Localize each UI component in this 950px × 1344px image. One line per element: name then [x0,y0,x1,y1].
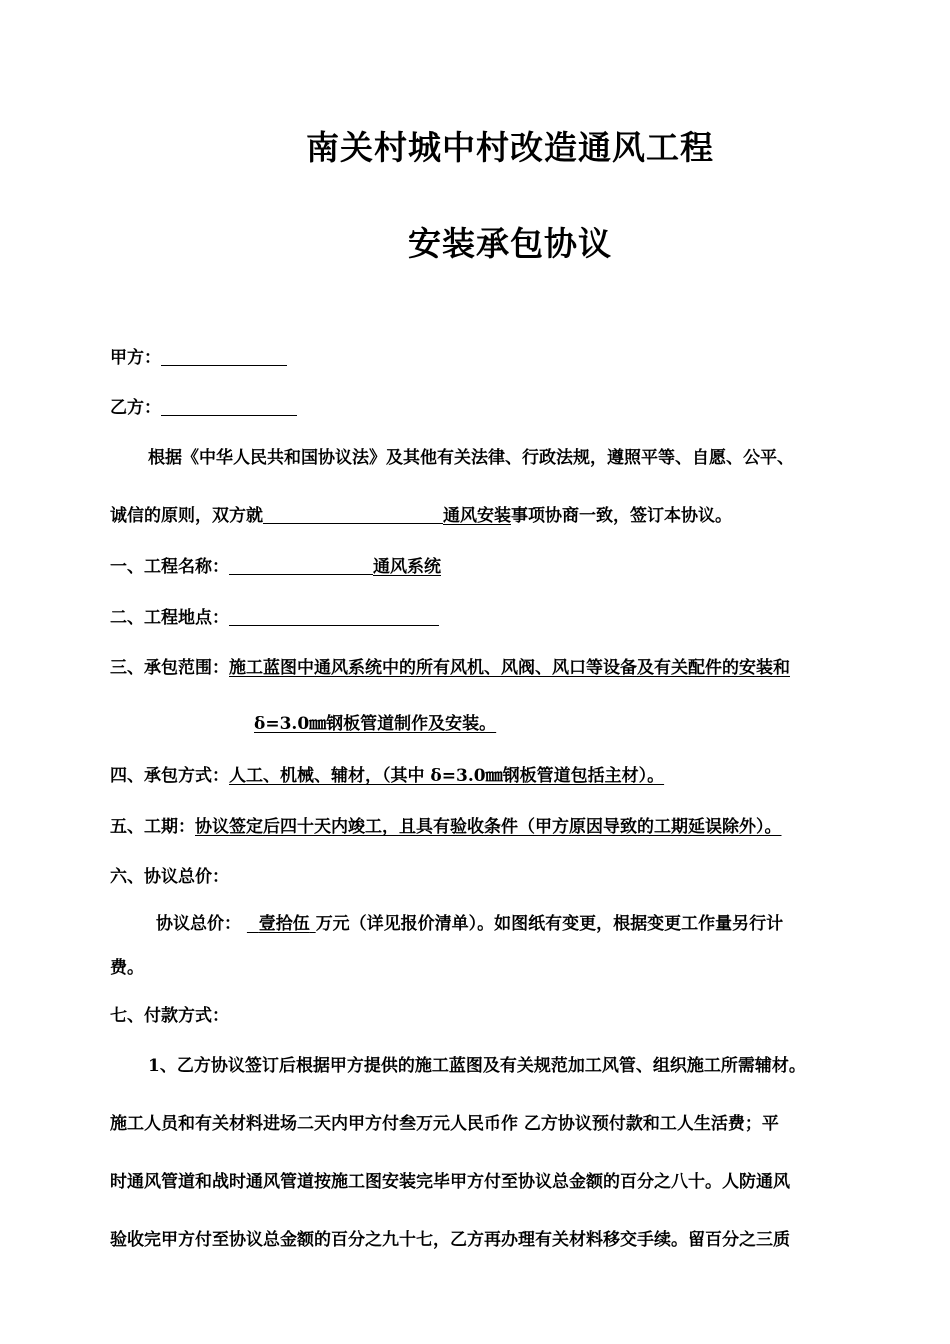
section-4-value: 人工、机械、辅材，（其中 δ=3.0㎜钢板管道包括主材）。 [229,766,665,786]
section-6-price-line [156,912,783,936]
section-3-value-line-2: δ=3.0㎜钢板管道制作及安装。 [254,714,497,734]
price-suffix: 万元（详见报价清单）。如图纸有变更，根据变更工作量另行计 [315,914,784,934]
intro-underlined-subject: 通风安装 [443,506,511,526]
document-subtitle: 安装承包协议 [408,224,612,263]
party-b-line [110,396,297,420]
section-5-label: 五、工期： [110,817,195,837]
party-a-line [110,346,287,370]
section-5-duration [110,815,782,839]
section-2-project-location [110,606,439,630]
payment-paragraph-line-1: 1、乙方协议签订后根据甲方提供的施工蓝图及有关规范加工风管、组织施工所需辅材。 [148,1056,806,1076]
party-a-label: 甲方： [110,348,161,368]
section-4-label: 四、承包方式： [110,766,229,786]
payment-paragraph-line-2: 施工人员和有关材料进场二天内甲方付叁万元人民币作 乙方协议预付款和工人生活费；平 [110,1114,779,1134]
section-2-label: 二、工程地点： [110,608,229,628]
section-3-scope [110,656,790,680]
price-amount [247,914,316,934]
section-3-value-line-1: 施工蓝图中通风系统中的所有风机、风阀、风口等设备及有关配件的安装和 [229,658,790,678]
section-1-value: 通风系统 [373,557,441,577]
section-7-label: 七、付款方式： [110,1006,229,1026]
intro-line-1: 根据《中华人民共和国协议法》及其他有关法律、行政法规，遵照平等、自愿、公平、 [148,448,794,468]
section-3-label: 三、承包范围： [110,658,229,678]
section-6-label: 六、协议总价： [110,867,229,887]
section-2-blank [229,607,439,626]
price-amount-text: 壹拾伍 [258,914,310,934]
section-4-method [110,764,664,788]
section-6-price-line-2: 费。 [110,958,144,978]
section-5-value: 协议签定后四十天内竣工，且具有验收条件（甲方原因导致的工期延误除外）。 [195,817,782,837]
intro-suffix: 事项协商一致，签订本协议。 [511,506,732,526]
document-title: 南关村城中村改造通风工程 [306,128,714,167]
section-1-project-name [110,555,441,579]
party-b-label: 乙方： [110,398,161,418]
intro-blank [263,505,443,524]
price-prefix: 协议总价： [156,914,241,934]
intro-prefix: 诚信的原则，双方就 [110,506,263,526]
payment-paragraph-line-3: 时通风管道和战时通风管道按施工图安装完毕甲方付至协议总金额的百分之八十。人防通风 [110,1172,790,1192]
section-1-label: 一、工程名称： [110,557,229,577]
section-1-blank [229,556,373,575]
intro-line-2 [110,504,732,528]
party-b-blank [161,397,297,416]
payment-paragraph-line-4: 验收完甲方付至协议总金额的百分之九十七，乙方再办理有关材料移交手续。留百分之三质 [110,1230,790,1250]
party-a-blank [161,347,287,366]
